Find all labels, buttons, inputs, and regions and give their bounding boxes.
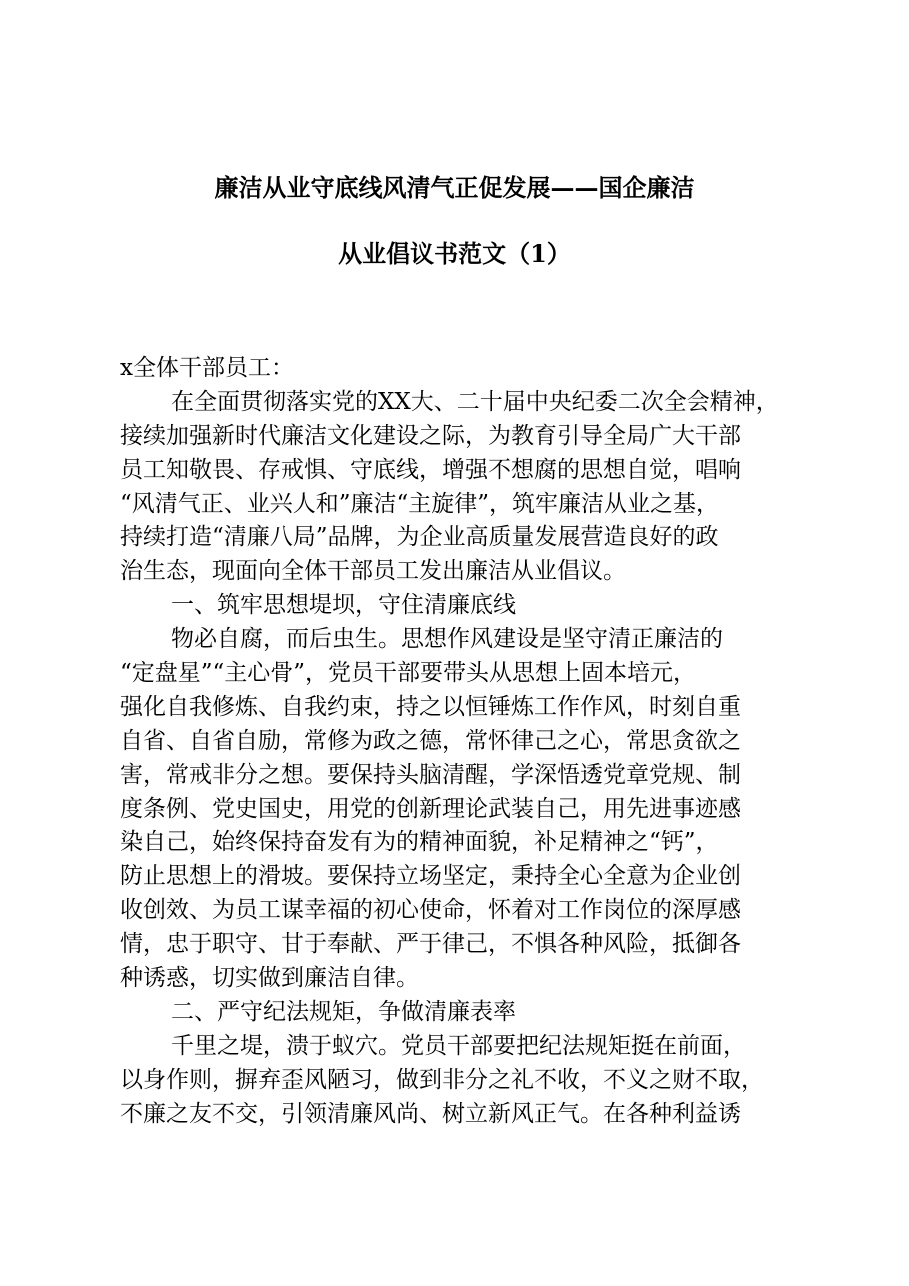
body-line: 以身作则，摒弃歪风陋习，做到非分之礼不收，不义之财不取， bbox=[120, 1066, 764, 1093]
body-line: 员工知敬畏、存戒惧、守底线，增强不想腐的思想自觉，唱响 bbox=[120, 456, 741, 483]
body-line: 千里之堤，溃于蚁穴。党员干部要把纪法规矩挺在前面， bbox=[171, 1032, 746, 1059]
section-heading: 一、筑牢思想堤坝，守住清廉底线 bbox=[171, 592, 516, 619]
document-title-line-2: 从业倡议书范文（1） bbox=[338, 239, 571, 268]
body-line: x全体干部员工： bbox=[120, 355, 294, 381]
document-body bbox=[120, 352, 800, 1131]
document-title-line-1: 廉洁从业守底线风清气正促发展——国企廉洁 bbox=[214, 173, 695, 202]
body-line: 防止思想上的滑坡。要保持立场坚定，秉持全心全意为企业创 bbox=[120, 863, 741, 890]
body-line: 持续打造“清廉八局”品牌，为企业高质量发展营造良好的政 bbox=[120, 524, 719, 551]
body-line: 度条例、党史国史，用党的创新理论武装自己，用先进事迹感 bbox=[120, 795, 741, 822]
body-line: 害，常戒非分之想。要保持头脑清醒，学深悟透党章党规、制 bbox=[120, 761, 741, 788]
body-line: 治生态，现面向全体干部员工发出廉洁从业倡议。 bbox=[120, 558, 626, 585]
body-line: 强化自我修炼、自我约束，持之以恒锤炼工作作风，时刻自重 bbox=[120, 693, 741, 720]
body-line: 物必自腐，而后虫生。思想作风建设是坚守清正廉洁的 bbox=[171, 626, 723, 653]
body-line: 在全面贯彻落实党的XX大、二十届中央纪委二次全会精神， bbox=[171, 388, 779, 415]
body-line: 不廉之友不交，引领清廉风尚、树立新风正气。在各种利益诱 bbox=[120, 1100, 741, 1127]
body-line: “风清气正、业兴人和”廉洁“主旋律”，筑牢廉洁从业之基， bbox=[120, 490, 720, 517]
body-line: 收创效、为员工谋幸福的初心使命，怀着对工作岗位的深厚感 bbox=[120, 897, 741, 924]
section-heading: 二、严守纪法规矩，争做清廉表率 bbox=[171, 998, 516, 1025]
body-line: 染自己，始终保持奋发有为的精神面貌，补足精神之“钙”， bbox=[120, 829, 719, 856]
body-line: 自省、自省自励，常修为政之德，常怀律己之心，常思贪欲之 bbox=[120, 727, 741, 754]
body-line: 情，忠于职守、甘于奉献、严于律己，不惧各种风险，抵御各 bbox=[120, 931, 741, 958]
body-line: 接续加强新时代廉洁文化建设之际，为教育引导全局广大干部 bbox=[120, 422, 741, 449]
body-line: 种诱惑，切实做到廉洁自律。 bbox=[120, 965, 419, 992]
body-line: “定盘星”“主心骨”，党员干部要带头从思想上固本培元， bbox=[120, 660, 697, 687]
